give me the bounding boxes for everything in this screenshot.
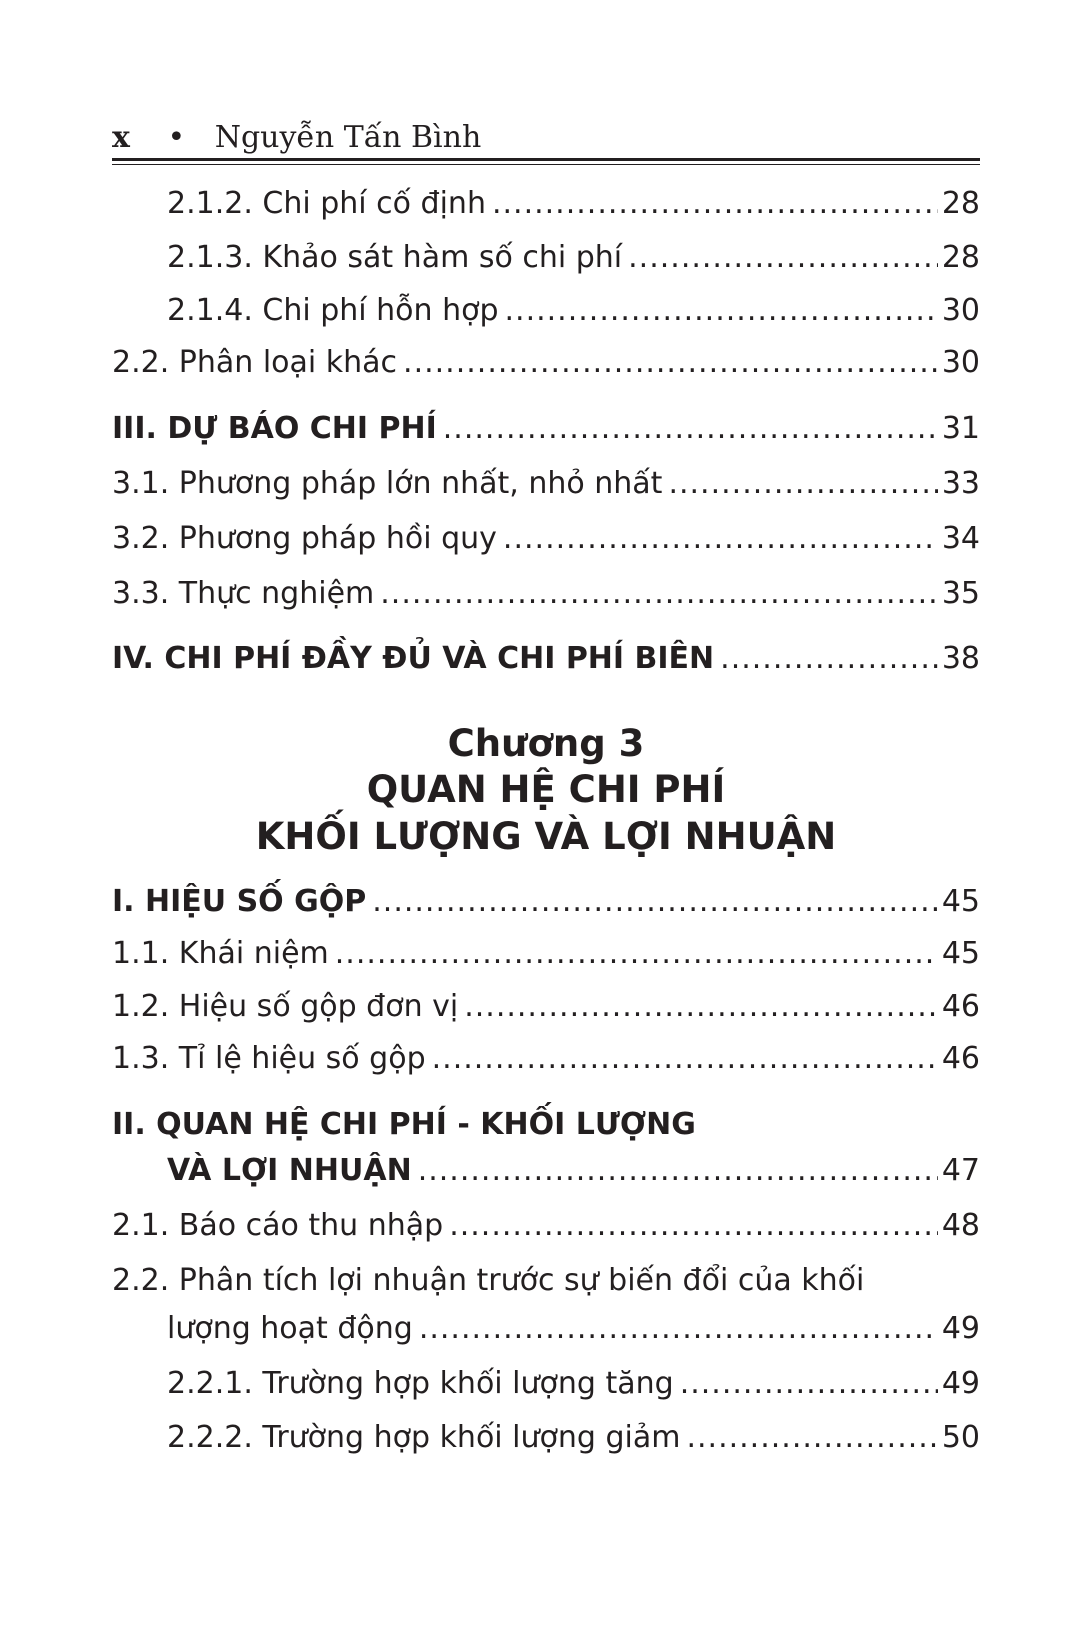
header-rule-thick [112, 158, 980, 161]
dot-leader [443, 405, 938, 453]
toc-entry[interactable] [167, 180, 980, 228]
toc-entry-page: 50 [941, 1420, 980, 1455]
toc-entry[interactable] [112, 460, 980, 508]
toc-entry[interactable] [112, 1202, 980, 1250]
toc-entry-title: 2.2.1. Trường hợp khối lượng tăng [167, 1366, 674, 1401]
toc-entry-title: I. HIỆU SỐ GỘP [112, 884, 367, 919]
dot-leader [403, 339, 938, 387]
toc-entry-page: 34 [941, 521, 980, 556]
toc-entry[interactable] [167, 1305, 980, 1353]
dot-leader [335, 930, 938, 978]
toc-entry-title: 1.3. Tỉ lệ hiệu số gộp [112, 1041, 426, 1076]
dot-leader [668, 460, 937, 508]
toc-entry-page: 28 [941, 240, 980, 275]
toc-entry-page: 49 [941, 1311, 980, 1346]
toc-entry-title: 2.1.4. Chi phí hỗn hợp [167, 293, 499, 328]
toc-entry-page: 30 [941, 345, 980, 380]
dot-leader [380, 570, 938, 618]
toc-entry[interactable] [167, 1414, 980, 1462]
toc-section-entry[interactable] [112, 878, 980, 926]
toc-entry-title: 2.2. Phân loại khác [112, 345, 398, 380]
chapter-title-line: QUAN HỆ CHI PHÍ [366, 768, 726, 811]
header-rule-thin [112, 164, 980, 165]
toc-entry-title: IV. CHI PHÍ ĐẦY ĐỦ VÀ CHI PHÍ BIÊN [112, 641, 715, 676]
toc-section-title-line1[interactable]: II. QUAN HỆ CHI PHÍ - KHỐI LƯỢNG [112, 1107, 696, 1142]
toc-entry-title: 3.3. Thực nghiệm [112, 576, 375, 611]
dot-leader [464, 983, 938, 1031]
toc-entry-title: 2.1. Báo cáo thu nhập [112, 1208, 444, 1243]
toc-entry-title: 2.1.2. Chi phí cố định [167, 186, 486, 221]
header-separator: • [167, 120, 186, 155]
toc-section-entry[interactable] [112, 635, 980, 683]
page-number: x [112, 120, 130, 155]
toc-entry-title: VÀ LỢI NHUẬN [167, 1153, 412, 1188]
dot-leader [432, 1035, 938, 1083]
dot-leader [720, 635, 938, 683]
author-name: Nguyễn Tấn Bình [214, 120, 482, 155]
toc-entry-title: III. DỰ BÁO CHI PHÍ [112, 411, 437, 446]
toc-entry-title: 3.2. Phương pháp hồi quy [112, 521, 497, 556]
toc-entry-page: 48 [941, 1208, 980, 1243]
toc-entry-page: 47 [941, 1153, 980, 1188]
toc-entry-title: lượng hoạt động [167, 1311, 413, 1346]
toc-entry-page: 45 [941, 936, 980, 971]
toc-entry[interactable] [167, 234, 980, 282]
toc-entry-page: 35 [941, 576, 980, 611]
chapter-number: Chương 3 [447, 722, 645, 765]
toc-entry-page: 49 [941, 1366, 980, 1401]
toc-entry[interactable] [112, 570, 980, 618]
toc-entry-title: 1.2. Hiệu số gộp đơn vị [112, 989, 459, 1024]
toc-entry-page: 46 [941, 989, 980, 1024]
dot-leader [492, 180, 938, 228]
dot-leader [686, 1414, 937, 1462]
dot-leader [449, 1202, 938, 1250]
dot-leader [628, 234, 938, 282]
toc-entry-title: 2.1.3. Khảo sát hàm số chi phí [167, 240, 623, 275]
dot-leader [418, 1147, 938, 1195]
toc-entry-title-line1[interactable]: 2.2. Phân tích lợi nhuận trước sự biến đổi của khối [112, 1263, 865, 1298]
toc-entry[interactable] [167, 287, 980, 335]
toc-entry-page: 46 [941, 1041, 980, 1076]
dot-leader [680, 1360, 938, 1408]
toc-entry[interactable] [112, 1035, 980, 1083]
toc-entry-page: 30 [941, 293, 980, 328]
toc-entry-page: 28 [941, 186, 980, 221]
toc-entry-page: 38 [941, 641, 980, 676]
toc-entry-page: 31 [941, 411, 980, 446]
toc-entry[interactable] [112, 930, 980, 978]
toc-entry-title: 3.1. Phương pháp lớn nhất, nhỏ nhất [112, 466, 663, 501]
toc-entry-title: 2.2.2. Trường hợp khối lượng giảm [167, 1420, 681, 1455]
dot-leader [372, 878, 938, 926]
toc-entry-page: 33 [941, 466, 980, 501]
toc-entry-title: 1.1. Khái niệm [112, 936, 329, 971]
dot-leader [419, 1305, 938, 1353]
toc-entry[interactable] [112, 983, 980, 1031]
dot-leader [505, 287, 938, 335]
toc-section-entry[interactable] [112, 405, 980, 453]
toc-entry[interactable] [112, 339, 980, 387]
running-header [112, 116, 980, 160]
toc-entry[interactable] [112, 515, 980, 563]
toc-entry[interactable] [167, 1360, 980, 1408]
dot-leader [503, 515, 938, 563]
toc-section-entry[interactable] [167, 1147, 980, 1195]
toc-entry-page: 45 [941, 884, 980, 919]
chapter-title-line: KHỐI LƯỢNG VÀ LỢI NHUẬN [255, 815, 837, 858]
